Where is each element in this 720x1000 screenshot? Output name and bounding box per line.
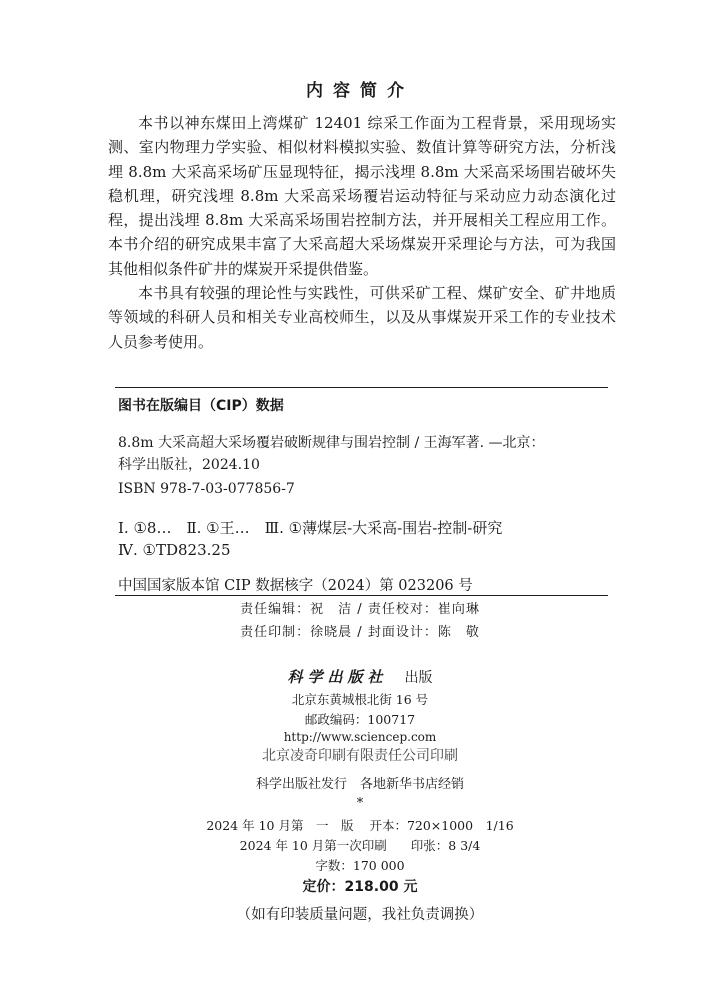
cip-description-line-2: 科学出版社，2024.10 (118, 457, 260, 473)
publisher-line (0, 666, 720, 687)
cip-classification-line-2: Ⅳ. ①TD823.25 (118, 541, 231, 559)
printing-date: 2024 年 10 月第一次印刷 (239, 838, 387, 853)
cip-description-line-1: 8.8m 大采高超大采场覆岩破断规律与围岩控制 / 王海军著. —北京： (118, 435, 545, 451)
intro-body (108, 111, 616, 354)
printer: 北京凌奇印刷有限责任公司印刷 (262, 748, 458, 764)
edition-line (0, 816, 720, 834)
cip-description (118, 432, 608, 476)
publisher-suffix: 出版 (404, 670, 433, 686)
publisher-address: 北京东黄城根北街 16 号 (291, 692, 429, 707)
cip-heading: 图书在版编目（CIP）数据 (118, 398, 284, 414)
publisher-name: 科学出版社 (287, 668, 388, 686)
printed-sheets: 印张：8 3/4 (410, 838, 481, 853)
intro-paragraph-1: 本书以神东煤田上湾煤矿 12401 综采工作面为工程背景，采用现场实测、室内物理力学实验、相似材料模拟实验、数值计算等研究方法，分析浅埋 8.8m 大采高采场矿压显现特征，揭示浅埋 8.8m 大采高采场围岩破坏失稳机理，研究浅埋 8.8m 大采高采场覆岩运动特征与采动应力动态演化过程，提出浅埋 8.8m 大采高采场围岩控制方法，并开展相关工程应用工作。本书介绍的研究成果丰富了大采高超大采场煤炭开采理论与方法，可为我国其他相似条件矿井的煤炭开采提供借鉴。 (108, 114, 616, 278)
book-format: 开本：720×1000 1/16 (369, 818, 514, 833)
cip-bottom-rule (115, 595, 608, 596)
editor-credits (0, 598, 720, 644)
price: 定价：218.00 元 (302, 879, 418, 895)
editor-credits-line-1: 责任编辑：祝 洁 / 责任校对：崔向琳 (240, 602, 480, 617)
website: http://www.sciencep.com (283, 730, 437, 744)
postcode: 邮政编码：100717 (304, 712, 416, 727)
separator-star: * (356, 796, 364, 811)
cip-classification (118, 517, 608, 561)
editor-credits-line-2: 责任印制：徐晓晨 / 封面设计：陈 敬 (240, 625, 480, 640)
distribution: 科学出版社发行 各地新华书店经销 (255, 777, 464, 792)
intro-title: 内容简介 (306, 81, 414, 101)
cip-classification-line-1: Ⅰ. ①8… Ⅱ. ①王… Ⅲ. ①薄煤层-大采高-围岩-控制-研究 (118, 519, 503, 537)
printing-line (0, 836, 720, 854)
intro-paragraph-2: 本书具有较强的理论性与实践性，可供采矿工程、煤矿安全、矿井地质等领域的科研人员和相关专业高校师生，以及从事煤炭开采工作的专业技术人员参考使用。 (108, 284, 616, 351)
cip-number: 中国国家版本馆 CIP 数据核字（2024）第 023206 号 (118, 578, 473, 594)
quality-notice: （如有印装质量问题，我社负责调换） (236, 907, 484, 923)
word-count: 字数：170 000 (315, 858, 405, 873)
isbn: ISBN 978-7-03-077856-7 (118, 481, 295, 497)
cip-top-rule (115, 387, 608, 388)
edition-date: 2024 年 10 月第 一 版 (206, 818, 354, 833)
